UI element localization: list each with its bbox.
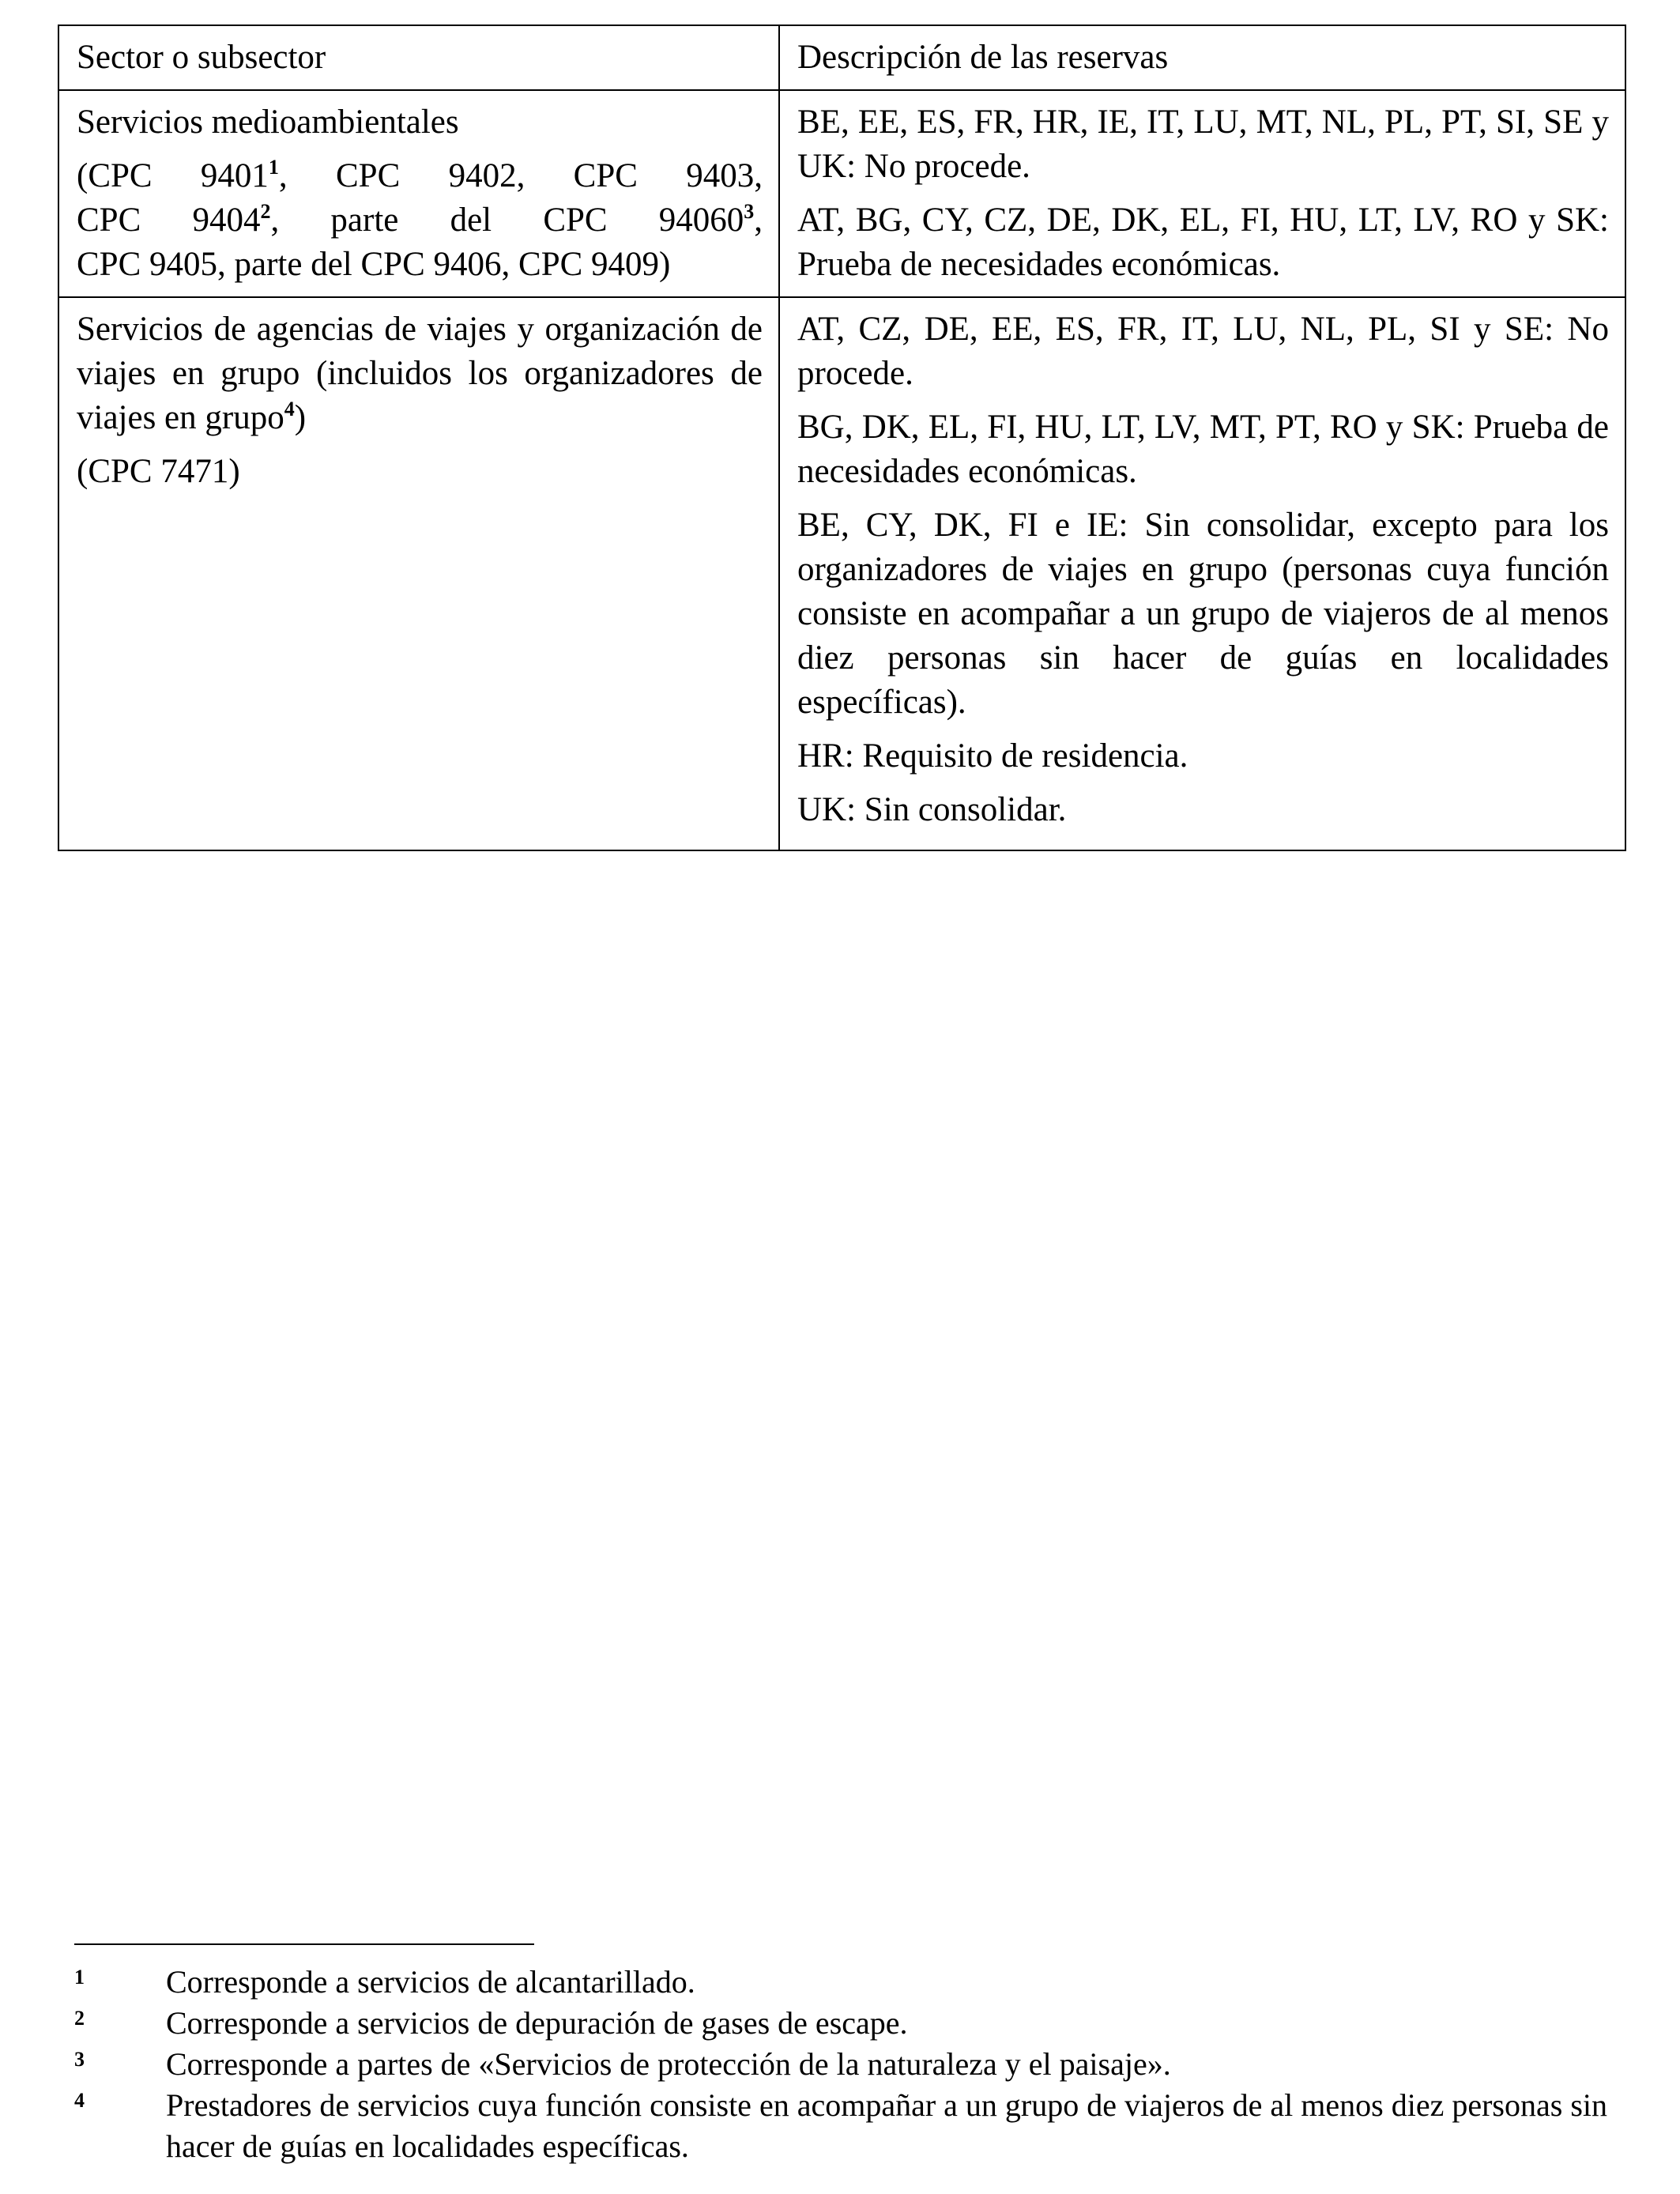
footnote-number: 4 [74,2089,85,2112]
table-row [58,90,1625,297]
footnote-number: 2 [74,2007,85,2030]
sector-cpc-codes [77,154,763,287]
footnotes [74,1962,1607,2167]
footnote-ref[interactable]: 3 [744,200,755,223]
footnote-ref[interactable]: 2 [260,200,271,223]
header-sector [58,25,779,90]
sector-cell [58,297,779,850]
reservation-paragraph: HR: Requisito de residencia. [797,737,1188,775]
description-cell [779,90,1625,297]
reservation-paragraph: BG, DK, EL, FI, HU, LT, LV, MT, PT, RO y SK: Prueba de necesidades económicas. [797,409,1609,490]
sector-name-text: ) [294,399,307,436]
footnote-text: Corresponde a servicios de depuración de gases de escape. [166,2005,908,2041]
cpc-text: CPC 9402, [336,157,525,194]
header-description-label: Descripción de las reservas [797,39,1169,76]
header-sector-label: Sector o subsector [77,39,326,76]
cpc-text: del [450,202,492,239]
footnote [74,1962,1607,2003]
description-cell [779,297,1625,850]
footnote [74,2085,1607,2167]
sector-cell [58,90,779,297]
cpc-line: CPC 9405, parte del CPC 9406, CPC 9409) [77,246,671,283]
table-row [58,297,1625,850]
cpc-text: , [278,157,288,194]
reservation-paragraph: AT, BG, CY, CZ, DE, DK, EL, FI, HU, LT, LV, RO y SK: Prueba de necesidades económicas. [797,202,1609,283]
footnote-text: Prestadores de servicios cuya función consiste en acompañar a un grupo de viajeros de al menos diez personas sin hacer de guías en localidades específicas. [166,2087,1607,2164]
footnote-text: Corresponde a servicios de alcantarillado. [166,1964,695,2000]
cpc-text: , [270,202,280,239]
footnote-separator [74,1943,534,1945]
reservation-paragraph: BE, EE, ES, FR, HR, IE, IT, LU, MT, NL, PL, PT, SI, SE y UK: No procede. [797,104,1609,185]
sector-name [77,307,763,440]
cpc-text: (CPC 9401 [77,157,269,194]
reservation-paragraph: BE, CY, DK, FI e IE: Sin consolidar, excepto para los organizadores de viajes en grupo (personas cuya función consiste en acompañar a un grupo de viajeros de al menos diez personas sin hacer de guías en localidades específicas). [797,507,1609,721]
footnote-ref[interactable]: 4 [284,398,295,420]
cpc-text: , [754,202,763,239]
footnote [74,2003,1607,2044]
table-header-row [58,25,1625,90]
header-description [779,25,1625,90]
footnote-number: 3 [74,2048,85,2071]
reservation-paragraph: AT, CZ, DE, EE, ES, FR, IT, LU, NL, PL, SI y SE: No procede. [797,311,1609,392]
reservation-paragraph: UK: Sin consolidar. [797,791,1067,828]
cpc-line [77,154,763,198]
cpc-text: CPC 9403, [573,157,763,194]
cpc-text: CPC 94060 [543,202,744,239]
sector-name-text: Servicios de agencias de viajes y organización de viajes en grupo (incluidos los organizadores de viajes en grupo [77,311,763,436]
cpc-text: parte [330,202,399,239]
footnote-ref[interactable]: 1 [268,156,279,179]
sector-cpc-codes: (CPC 7471) [77,453,240,490]
footnote-text: Corresponde a partes de «Servicios de protección de la naturaleza y el paisaje». [166,2046,1171,2082]
sector-name: Servicios medioambientales [77,104,459,141]
reserves-table [58,25,1626,851]
cpc-line [77,198,763,243]
footnote-number: 1 [74,1966,85,1989]
footnote [74,2044,1607,2085]
cpc-text: CPC 9404 [77,202,261,239]
